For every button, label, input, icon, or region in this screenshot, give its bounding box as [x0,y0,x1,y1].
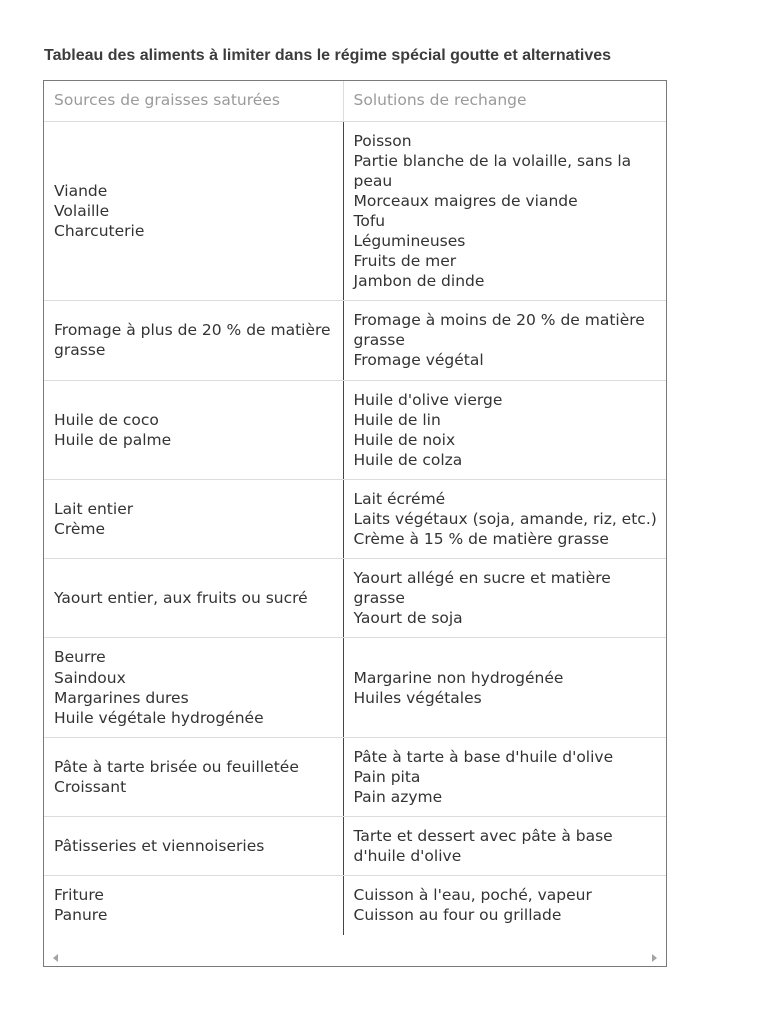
table-row [44,559,667,638]
source-cell [44,380,343,479]
alternative-item: Fromage à moins de 20 % de matière grasse [353,311,645,350]
alternative-item: Poisson [353,131,412,150]
alternative-item: Yaourt allégé en sucre et matière grasse [353,569,611,608]
alternative-item: Partie blanche de la volaille, sans la peau [353,151,632,190]
source-item: Margarines dures [54,688,189,707]
table-body [44,121,667,935]
header-sources: Sources de graisses saturées [44,81,343,121]
source-cell [44,876,343,935]
alternative-item: Tarte et dessert avec pâte à base d'huile d'olive [353,827,613,866]
table-row [44,638,667,737]
horizontal-scrollbar[interactable] [44,952,666,966]
alternative-cell [343,121,667,301]
source-item: Viande [54,181,108,200]
alternative-cell [343,817,667,876]
alternative-item: Lait écrémé [353,489,446,508]
source-item: Panure [54,906,108,925]
source-item: Friture [54,886,104,905]
source-item: Lait entier [54,499,134,518]
scroll-right-arrow-icon[interactable] [652,954,657,962]
alternative-cell [343,380,667,479]
scroll-left-arrow-icon[interactable] [53,954,58,962]
table-row [44,876,667,935]
source-item: Charcuterie [54,221,145,240]
source-item: Saindoux [54,668,126,687]
alternative-item: Yaourt de soja [353,609,463,628]
alternative-cell [343,301,667,380]
alternative-item: Tofu [353,211,386,230]
header-alternatives: Solutions de rechange [343,81,667,121]
table-row [44,301,667,380]
source-item: Huile végétale hydrogénée [54,708,264,727]
source-item: Huile de palme [54,430,172,449]
alternative-cell [343,559,667,638]
alternative-item: Huile de noix [353,430,456,449]
source-item: Pâte à tarte brisée ou feuilletée [54,757,299,776]
alternative-item: Pâte à tarte à base d'huile d'olive [353,747,614,766]
food-table-container[interactable] [43,80,667,967]
alternative-cell [343,638,667,737]
alternative-item: Huiles végétales [353,688,482,707]
alternative-item: Margarine non hydrogénée [353,668,564,687]
alternative-item: Fruits de mer [353,252,457,271]
source-item: Huile de coco [54,410,159,429]
table-row [44,817,667,876]
table-row [44,737,667,816]
alternative-item: Fromage végétal [353,351,484,370]
source-cell [44,479,343,558]
alternative-item: Huile de lin [353,410,441,429]
alternative-cell [343,479,667,558]
alternative-item: Laits végétaux (soja, amande, riz, etc.) [353,510,657,528]
food-alternatives-table [44,81,667,935]
alternative-cell [343,876,667,935]
alternative-item: Cuisson au four ou grillade [353,906,562,925]
alternative-item: Cuisson à l'eau, poché, vapeur [353,886,592,905]
alternative-item: Crème à 15 % de matière grasse [353,530,609,549]
source-cell [44,817,343,876]
source-item: Volaille [54,201,110,220]
alternative-item: Morceaux maigres de viande [353,191,578,210]
source-item: Pâtisseries et viennoiseries [54,837,265,856]
source-cell [44,121,343,301]
table-row [44,121,667,301]
source-cell [44,737,343,816]
table-header-row [44,81,667,121]
source-item: Beurre [54,648,106,667]
source-item: Fromage à plus de 20 % de matière grasse [54,321,331,360]
source-item: Crème [54,520,106,539]
source-cell [44,638,343,737]
source-cell [44,559,343,638]
alternative-item: Jambon de dinde [353,272,485,291]
source-cell [44,301,343,380]
table-row [44,479,667,558]
alternative-item: Légumineuses [353,231,466,250]
source-item: Croissant [54,777,127,796]
table-row [44,380,667,479]
alternative-item: Huile d'olive vierge [353,390,503,409]
page-title: Tableau des aliments à limiter dans le régime spécial goutte et alternatives [44,47,612,64]
alternative-cell [343,737,667,816]
alternative-item: Huile de colza [353,450,463,469]
source-item: Yaourt entier, aux fruits ou sucré [54,589,308,608]
alternative-item: Pain pita [353,767,421,786]
alternative-item: Pain azyme [353,788,443,807]
